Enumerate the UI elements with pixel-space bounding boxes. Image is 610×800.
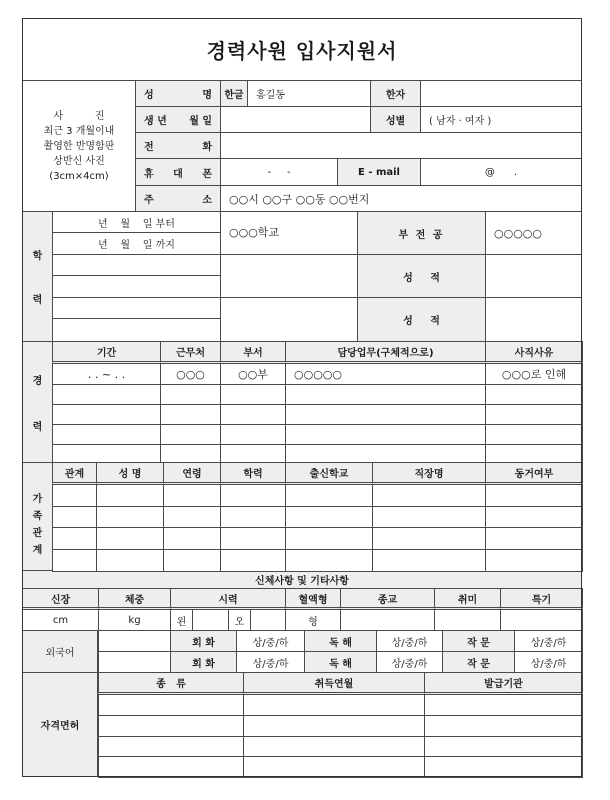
- license-cell[interactable]: [424, 736, 583, 758]
- family-cell[interactable]: [96, 506, 164, 529]
- family-label-d: 계: [32, 544, 43, 556]
- family-cell[interactable]: [52, 527, 97, 550]
- career-cell[interactable]: ○○○○○: [285, 363, 486, 385]
- major-field[interactable]: ○○○○○: [485, 211, 582, 255]
- birth-date-field[interactable]: [220, 106, 371, 133]
- family-cell[interactable]: [163, 484, 221, 507]
- license-label: 자격면허: [22, 672, 98, 777]
- hanja-name-field[interactable]: [420, 80, 582, 107]
- education-from-date[interactable]: 년 월 일 부터: [52, 211, 221, 233]
- family-section-label: [22, 462, 53, 571]
- career-cell[interactable]: ○○○: [160, 363, 221, 385]
- physical-header-cell: 체중: [98, 588, 171, 610]
- education-date-row[interactable]: [52, 318, 221, 342]
- birth-label-a: 생 년: [144, 116, 167, 127]
- family-cell[interactable]: [52, 549, 97, 572]
- license-cell[interactable]: [424, 715, 583, 737]
- family-cell[interactable]: [220, 527, 286, 550]
- education-date-row[interactable]: [52, 275, 221, 298]
- email-field[interactable]: @ .: [420, 158, 582, 186]
- license-cell[interactable]: [243, 756, 425, 778]
- family-cell[interactable]: [220, 506, 286, 529]
- education-label-a: 학: [32, 250, 43, 262]
- education-date-row[interactable]: [52, 254, 221, 276]
- career-header-cell: 근무처: [160, 341, 221, 364]
- address-label: [135, 185, 221, 212]
- conversation-level[interactable]: 상/중/하: [236, 651, 305, 673]
- physical-header-cell: 신장: [22, 588, 99, 610]
- career-cell[interactable]: [285, 404, 486, 425]
- name-label-a: 성: [144, 90, 154, 101]
- height-field[interactable]: cm: [22, 609, 99, 631]
- family-label-a: 가: [32, 493, 43, 505]
- address-label-a: 주: [144, 195, 154, 206]
- photo-line-4: 상반신 사진: [53, 155, 105, 167]
- family-cell[interactable]: [285, 527, 373, 550]
- reading-label: 독 해: [304, 651, 377, 673]
- family-cell[interactable]: [372, 484, 486, 507]
- family-cell[interactable]: [372, 549, 486, 572]
- conversation-level[interactable]: 상/중/하: [236, 630, 305, 652]
- family-header-cell: 성 명: [96, 462, 164, 485]
- blood-type-field[interactable]: 형: [285, 609, 341, 631]
- vision-left-field[interactable]: [192, 609, 229, 631]
- mobile-label: [135, 158, 221, 186]
- photo-line-1: 사 진: [53, 110, 105, 122]
- family-label-c: 관: [32, 527, 43, 539]
- license-cell[interactable]: [424, 694, 583, 716]
- hanja-label: 한자: [370, 80, 421, 107]
- family-cell[interactable]: [372, 527, 486, 550]
- address-field[interactable]: ○○시 ○○구 ○○동 ○○번지: [220, 185, 582, 212]
- career-cell[interactable]: [160, 424, 221, 445]
- family-cell[interactable]: [485, 506, 583, 529]
- specialty-field[interactable]: [500, 609, 583, 631]
- career-cell[interactable]: [160, 404, 221, 425]
- gender-label: 성별: [370, 106, 421, 133]
- education-label-b: 력: [32, 295, 43, 307]
- grade-field[interactable]: [485, 297, 582, 342]
- family-cell[interactable]: [163, 506, 221, 529]
- name-label: [135, 80, 221, 107]
- grade-label: 성 적: [357, 254, 486, 298]
- writing-level[interactable]: 상/중/하: [514, 630, 583, 652]
- email-label: E - mail: [337, 158, 421, 186]
- family-header-cell: 연령: [163, 462, 221, 485]
- birth-label: [135, 106, 221, 133]
- family-header-cell: 관계: [52, 462, 97, 485]
- career-cell[interactable]: . . ~ . .: [52, 363, 161, 385]
- family-cell[interactable]: [163, 527, 221, 550]
- physical-header-cell: 종교: [340, 588, 435, 610]
- family-header-cell: 학력: [220, 462, 286, 485]
- name-label-b: 명: [202, 90, 212, 101]
- family-cell[interactable]: [96, 549, 164, 572]
- license-cell[interactable]: [243, 736, 425, 758]
- vision-right-label: 오: [228, 609, 251, 631]
- language-name-field[interactable]: [98, 630, 171, 652]
- photo-box[interactable]: [22, 80, 136, 212]
- hangul-name-field[interactable]: 홍길동: [247, 80, 371, 107]
- license-cell[interactable]: [98, 756, 244, 778]
- reading-level[interactable]: 상/중/하: [376, 630, 443, 652]
- career-header-cell: 기간: [52, 341, 161, 364]
- phone-label-b: 화: [202, 142, 212, 153]
- writing-label: 작 문: [442, 630, 515, 652]
- physical-heading: 신체사항 및 기타사항: [22, 570, 582, 589]
- education-date-row[interactable]: [52, 297, 221, 319]
- career-label-b: 력: [32, 421, 43, 433]
- mobile-field[interactable]: - -: [220, 158, 338, 186]
- family-header-cell: 동거여부: [485, 462, 583, 485]
- family-cell[interactable]: [485, 549, 583, 572]
- career-cell[interactable]: [52, 404, 161, 425]
- career-cell[interactable]: [285, 424, 486, 445]
- career-label-a: 경: [32, 375, 43, 387]
- career-cell[interactable]: [485, 384, 583, 405]
- career-header-cell: 사직사유: [485, 341, 583, 364]
- family-cell[interactable]: [52, 484, 97, 507]
- school-name-field[interactable]: [220, 297, 358, 342]
- family-cell[interactable]: [220, 484, 286, 507]
- hobby-field[interactable]: [434, 609, 501, 631]
- birth-label-b: 월 일: [189, 116, 212, 127]
- writing-level[interactable]: 상/중/하: [514, 651, 583, 673]
- education-section-label: [22, 211, 53, 342]
- phone-label-a: 전: [144, 142, 154, 153]
- career-cell[interactable]: [485, 424, 583, 445]
- writing-label: 작 문: [442, 651, 515, 673]
- career-header-cell: 부서: [220, 341, 286, 364]
- weight-field[interactable]: kg: [98, 609, 171, 631]
- career-cell[interactable]: [285, 384, 486, 405]
- mobile-label-c: 폰: [202, 168, 212, 180]
- physical-header-cell: 혈액형: [285, 588, 341, 610]
- license-cell[interactable]: [98, 694, 244, 716]
- family-cell[interactable]: [52, 506, 97, 529]
- career-cell[interactable]: [220, 424, 286, 445]
- photo-line-2: 최근 3 개월이내: [43, 125, 115, 137]
- license-header-cell: 종 류: [98, 672, 244, 695]
- career-cell[interactable]: [52, 384, 161, 405]
- language-label: 외국어: [22, 630, 98, 673]
- family-cell[interactable]: [163, 549, 221, 572]
- license-cell[interactable]: [243, 694, 425, 716]
- license-cell[interactable]: [98, 715, 244, 737]
- phone-label: [135, 132, 221, 159]
- career-cell[interactable]: [52, 424, 161, 445]
- physical-header-cell: 특기: [500, 588, 583, 610]
- career-cell[interactable]: ○○○로 인해: [485, 363, 583, 385]
- family-cell[interactable]: [485, 484, 583, 507]
- license-cell[interactable]: [243, 715, 425, 737]
- major-label: 부 전 공: [357, 211, 486, 255]
- reading-label: 독 해: [304, 630, 377, 652]
- vision-left-label: 왼: [170, 609, 193, 631]
- school-name-field[interactable]: [220, 254, 358, 298]
- gender-field[interactable]: ( 남자 · 여자 ): [420, 106, 582, 133]
- mobile-label-b: 대: [173, 168, 183, 180]
- phone-field[interactable]: [220, 132, 582, 159]
- physical-header-cell: 취미: [434, 588, 501, 610]
- family-cell[interactable]: [96, 527, 164, 550]
- family-label-b: 족: [32, 510, 43, 522]
- license-header-cell: 발급기관: [424, 672, 583, 695]
- family-cell[interactable]: [285, 484, 373, 507]
- family-cell[interactable]: [220, 549, 286, 572]
- language-name-field[interactable]: [98, 651, 171, 673]
- career-cell[interactable]: [160, 384, 221, 405]
- grade-label: 성 적: [357, 297, 486, 342]
- family-cell[interactable]: [372, 506, 486, 529]
- career-cell[interactable]: [220, 384, 286, 405]
- hangul-label: 한글: [220, 80, 248, 107]
- education-to-date[interactable]: 년 월 일 까지: [52, 232, 221, 255]
- family-header-cell: 출신학교: [285, 462, 373, 485]
- family-cell[interactable]: [485, 527, 583, 550]
- license-cell[interactable]: [424, 756, 583, 778]
- conversation-label: 회 화: [170, 651, 237, 673]
- school-name-field[interactable]: ○○○학교: [220, 211, 358, 255]
- physical-header-cell: 시력: [170, 588, 286, 610]
- family-cell[interactable]: [285, 549, 373, 572]
- photo-line-5: (3cm×4cm): [49, 170, 109, 182]
- license-cell[interactable]: [98, 736, 244, 758]
- vision-right-field[interactable]: [250, 609, 286, 631]
- license-header-cell: 취득연월: [243, 672, 425, 695]
- career-header-cell: 담당업무(구체적으로): [285, 341, 486, 364]
- religion-field[interactable]: [340, 609, 435, 631]
- address-label-b: 소: [202, 195, 212, 206]
- mobile-label-a: 휴: [144, 168, 154, 180]
- photo-line-3: 촬영한 반명함판: [43, 140, 115, 152]
- conversation-label: 회 화: [170, 630, 237, 652]
- career-cell[interactable]: ○○부: [220, 363, 286, 385]
- form-title: 경력사원 입사지원서: [22, 18, 582, 81]
- career-section-label: [22, 341, 53, 463]
- grade-field[interactable]: [485, 254, 582, 298]
- career-cell[interactable]: [220, 404, 286, 425]
- reading-level[interactable]: 상/중/하: [376, 651, 443, 673]
- family-header-cell: 직장명: [372, 462, 486, 485]
- family-cell[interactable]: [285, 506, 373, 529]
- career-cell[interactable]: [485, 404, 583, 425]
- family-cell[interactable]: [96, 484, 164, 507]
